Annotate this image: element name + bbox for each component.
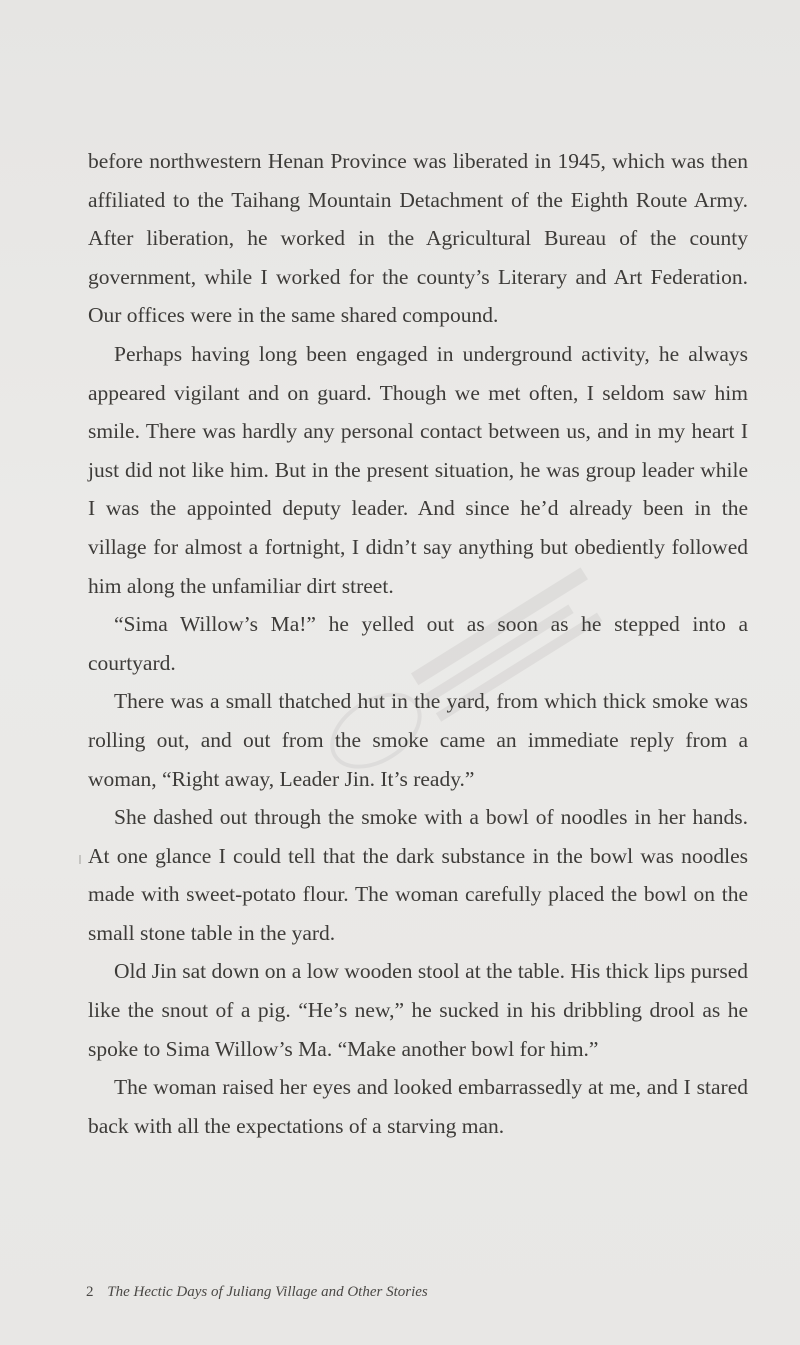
margin-mark: [79, 855, 81, 864]
page-number: 2: [86, 1284, 94, 1300]
paragraph-7: The woman raised her eyes and looked embarrassedly at me, and I stared back with all the expectations of a starving man.: [88, 1075, 748, 1138]
paragraph-4: There was a small thatched hut in the yard, from which thick smoke was rolling out, and out from the smoke came an immediate reply from a woman, “Right away, Leader Jin. It’s ready.”: [88, 689, 748, 791]
paragraph-5: She dashed out through the smoke with a bowl of noodles in her hands. At one glance I could tell that the dark substance in the bowl was noodles made with sweet-potato flour. The woman carefully placed the bowl on the small stone table in the yard.: [88, 805, 748, 945]
running-title: The Hectic Days of Juliang Village and Other Stories: [107, 1284, 428, 1300]
body-text: [88, 142, 748, 1145]
paragraph-3: “Sima Willow’s Ma!” he yelled out as soon as he stepped into a courtyard.: [88, 612, 748, 675]
paragraph-2: Perhaps having long been engaged in underground activity, he always appeared vigilant and on guard. Though we met often, I seldom saw him smile. There was hardly any personal contact between us, and in my heart I just did not like him. But in the present situation, he was group leader while I was the appointed deputy leader. And since he’d already been in the village for almost a fortnight, I didn’t say anything but obediently followed him along the unfamiliar dirt street.: [88, 341, 748, 598]
page-footer: [86, 1284, 428, 1301]
paragraph-1: before northwestern Henan Province was liberated in 1945, which was then affiliated to the Taihang Mountain Detachment of the Eighth Route Army. After liberation, he worked in the Agricultural Bureau of the county government, while I worked for the county’s Literary and Art Federation. Our offices were in the same shared compound.: [88, 149, 748, 328]
paragraph-6: Old Jin sat down on a low wooden stool at the table. His thick lips pursed like the snout of a pig. “He’s new,” he sucked in his dribbling drool as he spoke to Sima Willow’s Ma. “Make another bowl for him.”: [88, 959, 748, 1061]
